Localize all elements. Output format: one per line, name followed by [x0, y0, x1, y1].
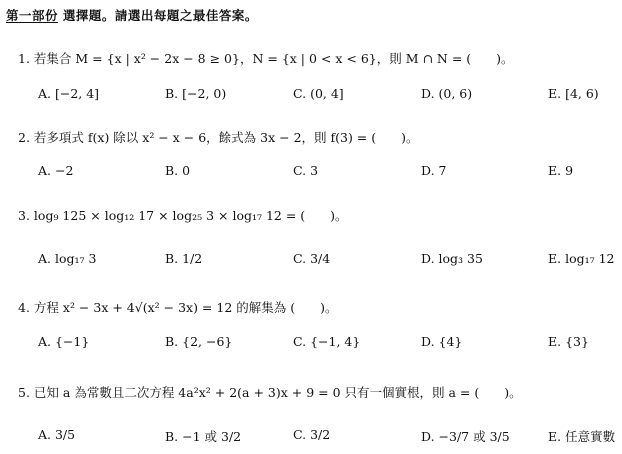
- q4-option-c[interactable]: C. {−1, 4}: [293, 334, 361, 349]
- q5-option-b[interactable]: B. −1 或 3/2: [165, 429, 242, 444]
- q5-option-e[interactable]: E. 任意實數: [548, 429, 616, 444]
- q2-option-d[interactable]: D. 7: [421, 163, 447, 178]
- q3-option-e[interactable]: E. log₁₇ 12: [548, 251, 615, 266]
- question-3-text: log₉ 125 × log₁₂ 17 × log₂₅ 3 × log₁₇ 12 = ( )。: [33, 208, 348, 223]
- q1-option-d[interactable]: D. (0, 6): [421, 86, 473, 101]
- question-number: 3.: [18, 208, 30, 223]
- q4-option-a[interactable]: A. {−1}: [38, 334, 90, 349]
- q2-option-a[interactable]: A. −2: [38, 163, 74, 178]
- question-4: [18, 298, 337, 316]
- section-label: 第一部份: [6, 8, 59, 23]
- question-1-text: 若集合 M = {x | x² − 2x − 8 ≥ 0}，N = {x | 0 < x < 6}，則 M ∩ N = ( )。: [33, 51, 514, 66]
- q5-option-d[interactable]: D. −3/7 或 3/5: [421, 429, 510, 444]
- q2-option-b[interactable]: B. 0: [165, 163, 191, 178]
- question-1: [18, 49, 514, 67]
- q4-option-b[interactable]: B. {2, −6}: [165, 334, 233, 349]
- q2-option-e[interactable]: E. 9: [548, 163, 574, 178]
- question-5-text: 已知 a 為常數且二次方程 4a²x² + 2(a + 3)x + 9 = 0 只有一個實根，則 a = ( )。: [33, 385, 522, 400]
- section-header: [6, 6, 258, 24]
- q4-option-d[interactable]: D. {4}: [421, 334, 463, 349]
- question-4-text: 方程 x² − 3x + 4√(x² − 3x) = 12 的解集為 ( )。: [33, 300, 338, 315]
- q2-option-c[interactable]: C. 3: [293, 163, 319, 178]
- q4-option-e[interactable]: E. {3}: [548, 334, 589, 349]
- q3-option-c[interactable]: C. 3/4: [293, 251, 331, 266]
- question-2: [18, 128, 419, 146]
- q1-option-b[interactable]: B. [−2, 0): [165, 86, 227, 101]
- question-number: 2.: [18, 130, 30, 145]
- q1-option-c[interactable]: C. (0, 4]: [293, 86, 344, 101]
- q1-option-a[interactable]: A. [−2, 4]: [38, 86, 100, 101]
- question-2-text: 若多項式 f(x) 除以 x² − x − 6，餘式為 3x − 2，則 f(3) = ( )。: [33, 130, 419, 145]
- q3-option-b[interactable]: B. 1/2: [165, 251, 203, 266]
- q3-option-d[interactable]: D. log₃ 35: [421, 251, 483, 266]
- question-3: [18, 206, 348, 224]
- question-number: 5.: [18, 385, 30, 400]
- section-title: 選擇題。請選出每題之最佳答案。: [62, 8, 258, 23]
- question-number: 1.: [18, 51, 30, 66]
- question-number: 4.: [18, 300, 30, 315]
- q5-option-c[interactable]: C. 3/2: [293, 427, 331, 442]
- question-5: [18, 383, 522, 401]
- q3-option-a[interactable]: A. log₁₇ 3: [38, 251, 97, 266]
- q5-option-a[interactable]: A. 3/5: [38, 427, 76, 442]
- q1-option-e[interactable]: E. [4, 6): [548, 86, 599, 101]
